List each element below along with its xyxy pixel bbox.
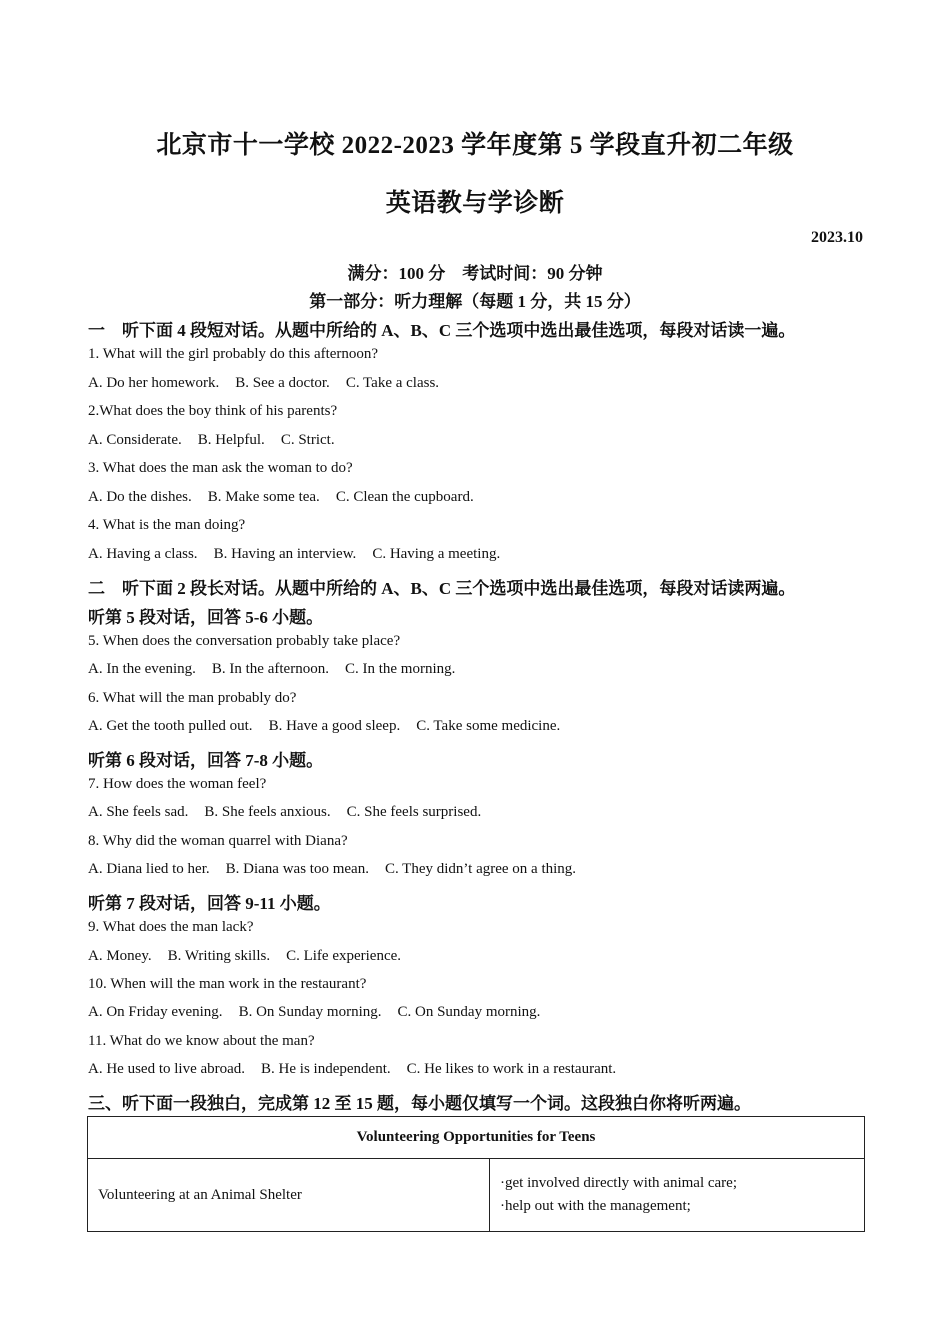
detail-line: ·help out with the management; xyxy=(500,1198,691,1214)
question-6: 6. What will the man probably do? xyxy=(88,690,297,706)
option-9c: C. Life experience. xyxy=(286,948,402,964)
table-cell-activity: Volunteering at an Animal Shelter xyxy=(88,1159,490,1232)
exam-subtitle: 英语教与学诊断 xyxy=(385,190,565,217)
option-2c: C. Strict. xyxy=(280,432,335,448)
score-info: 满分：100 分 考试时间：90 分钟 xyxy=(347,264,603,283)
question-10: 10. When will the man work in the restaurant? xyxy=(88,976,367,992)
question-4: 4. What is the man doing? xyxy=(88,517,246,533)
option-4c: C. Having a meeting. xyxy=(372,546,501,562)
option-1c: C. Take a class. xyxy=(345,375,440,391)
question-9: 9. What does the man lack? xyxy=(88,919,254,935)
table-title: Volunteering Opportunities for Teens xyxy=(88,1117,865,1159)
option-6b: B. Have a good sleep. xyxy=(268,718,401,734)
table-row xyxy=(88,1159,865,1232)
option-11b: B. He is independent. xyxy=(261,1061,391,1077)
options-9 xyxy=(88,948,401,965)
options-7 xyxy=(88,804,481,821)
exam-title: 北京市十一学校 2022-2023 学年度第 5 学段直升初二年级 xyxy=(156,132,794,159)
option-6c: C. Take some medicine. xyxy=(416,718,561,734)
option-3c: C. Clean the cupboard. xyxy=(335,489,474,505)
question-2: 2.What does the boy think of his parents? xyxy=(88,403,338,419)
exam-date: 2023.10 xyxy=(811,229,863,246)
option-6a: A. Get the tooth pulled out. xyxy=(88,718,253,734)
option-1b: B. See a doctor. xyxy=(235,375,330,391)
options-6 xyxy=(88,718,560,735)
options-3 xyxy=(88,489,474,506)
option-8a: A. Diana lied to her. xyxy=(88,861,210,877)
dialogue7-heading: 听第 7 段对话，回答 9-11 小题。 xyxy=(88,894,331,913)
options-10 xyxy=(88,1004,540,1021)
section3-heading: 三、听下面一段独白，完成第 12 至 15 题，每小题仅填写一个词。这段独白你将听两遍。 xyxy=(88,1094,751,1113)
option-11c: C. He likes to work in a restaurant. xyxy=(406,1061,617,1077)
option-5b: B. In the afternoon. xyxy=(211,661,329,677)
options-4 xyxy=(88,546,500,563)
option-11a: A. He used to live abroad. xyxy=(88,1061,246,1077)
dialogue6-heading: 听第 6 段对话，回答 7-8 小题。 xyxy=(88,751,324,770)
option-3a: A. Do the dishes. xyxy=(88,489,192,505)
table-cell-details xyxy=(490,1159,865,1232)
option-7c: C. She feels surprised. xyxy=(346,804,482,820)
option-8b: B. Diana was too mean. xyxy=(225,861,369,877)
question-11: 11. What do we know about the man? xyxy=(88,1033,315,1049)
options-2 xyxy=(88,432,335,449)
option-9b: B. Writing skills. xyxy=(167,948,271,964)
option-8c: C. They didn’t agree on a thing. xyxy=(384,861,577,877)
option-1a: A. Do her homework. xyxy=(88,375,220,391)
option-2b: B. Helpful. xyxy=(197,432,265,448)
options-1 xyxy=(88,375,439,392)
option-4b: B. Having an interview. xyxy=(213,546,357,562)
option-7a: A. She feels sad. xyxy=(88,804,189,820)
question-1: 1. What will the girl probably do this afternoon? xyxy=(88,346,379,362)
section2-heading: 二 听下面 2 段长对话。从题中所给的 A、B、C 三个选项中选出最佳选项，每段对话读两遍。 xyxy=(88,579,796,598)
option-2a: A. Considerate. xyxy=(88,432,182,448)
volunteering-table xyxy=(87,1116,865,1232)
question-8: 8. Why did the woman quarrel with Diana? xyxy=(88,833,348,849)
options-5 xyxy=(88,661,455,678)
part1-title: 第一部分：听力理解（每题 1 分，共 15 分） xyxy=(309,292,641,311)
option-5a: A. In the evening. xyxy=(88,661,196,677)
question-3: 3. What does the man ask the woman to do? xyxy=(88,460,353,476)
section1-heading: 一 听下面 4 段短对话。从题中所给的 A、B、C 三个选项中选出最佳选项，每段对话读一遍。 xyxy=(88,321,796,340)
options-11 xyxy=(88,1061,616,1078)
question-5: 5. When does the conversation probably take place? xyxy=(88,633,401,649)
option-10b: B. On Sunday morning. xyxy=(238,1004,382,1020)
option-3b: B. Make some tea. xyxy=(207,489,320,505)
option-7b: B. She feels anxious. xyxy=(204,804,331,820)
dialogue5-heading: 听第 5 段对话，回答 5-6 小题。 xyxy=(88,608,324,627)
detail-line: ·get involved directly with animal care; xyxy=(500,1175,737,1191)
option-9a: A. Money. xyxy=(88,948,152,964)
option-10a: A. On Friday evening. xyxy=(88,1004,223,1020)
question-7: 7. How does the woman feel? xyxy=(88,776,267,792)
option-4a: A. Having a class. xyxy=(88,546,198,562)
options-8 xyxy=(88,861,576,878)
option-5c: C. In the morning. xyxy=(344,661,456,677)
option-10c: C. On Sunday morning. xyxy=(397,1004,541,1020)
